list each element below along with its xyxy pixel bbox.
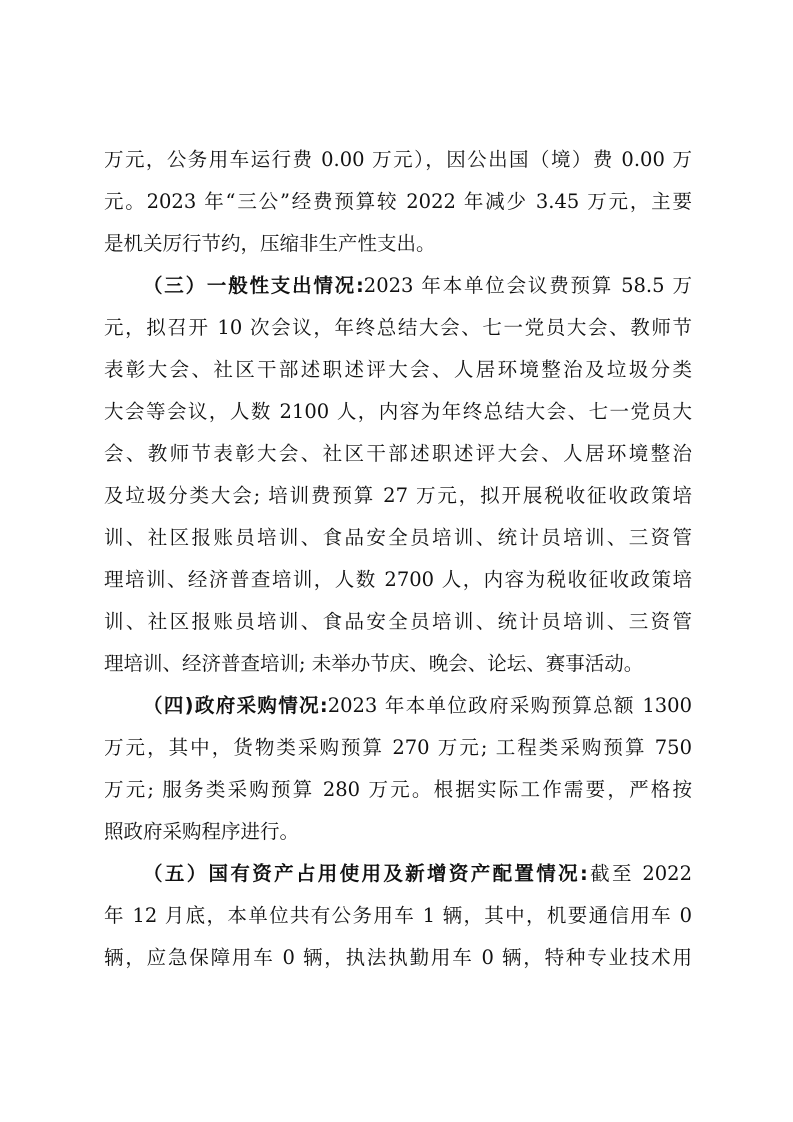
section-3-first-line: [143, 274, 692, 298]
paragraph-line: 辆，应急保障用车 0 辆，执法执勤用车 0 辆，特种专业技术用: [104, 946, 692, 969]
section-4-heading: （四)政府采购情况:: [143, 694, 328, 717]
paragraph-line: 万元，其中，货物类采购预算 270 万元; 工程类采购预算 750: [104, 736, 692, 759]
paragraph-line: 照政府采购程序进行。: [104, 820, 300, 843]
paragraph-line: 训、社区报账员培训、食品安全员培训、统计员培训、三资管: [104, 610, 692, 633]
section-5-first-line-text: 截至 2022: [587, 862, 692, 885]
section-3-first-line-text: 2023 年本单位会议费预算 58.5 万: [363, 274, 692, 297]
section-4-first-line-text: 2023 年本单位政府采购预算总额 1300: [327, 694, 692, 717]
paragraph-line: 理培训、经济普查培训; 未举办节庆、晚会、论坛、赛事活动。: [104, 652, 644, 675]
section-3-heading: （三）一般性支出情况:: [143, 274, 364, 297]
paragraph-line: 万元，公务用车运行费 0.00 万元），因公出国（境）费 0.00 万: [104, 148, 692, 171]
paragraph-line: 元，拟召开 10 次会议，年终总结大会、七一党员大会、教师节: [104, 316, 692, 339]
paragraph-line: 表彰大会、社区干部述职述评大会、人居环境整治及垃圾分类: [104, 358, 692, 381]
paragraph-line: 年 12 月底，本单位共有公务用车 1 辆，其中，机要通信用车 0: [104, 904, 692, 927]
paragraph-line: 训、社区报账员培训、食品安全员培训、统计员培训、三资管: [104, 526, 692, 549]
paragraph-line: 会、教师节表彰大会、社区干部述职述评大会、人居环境整治: [104, 442, 692, 465]
paragraph-line: 万元; 服务类采购预算 280 万元。根据实际工作需要，严格按: [104, 778, 692, 801]
section-5-heading: （五）国有资产占用使用及新增资产配置情况:: [143, 862, 588, 885]
paragraph-line: 理培训、经济普查培训，人数 2700 人，内容为税收征收政策培: [104, 568, 692, 591]
section-4-first-line: [143, 694, 692, 718]
paragraph-line: 元。2023 年“三公”经费预算较 2022 年减少 3.45 万元，主要: [104, 190, 692, 213]
paragraph-line: 及垃圾分类大会; 培训费预算 27 万元，拟开展税收征收政策培: [104, 484, 692, 507]
paragraph-line: 是机关厉行节约，压缩非生产性支出。: [104, 232, 436, 255]
section-5-first-line: [143, 862, 692, 886]
paragraph-line: 大会等会议，人数 2100 人，内容为年终总结大会、七一党员大: [104, 400, 692, 423]
